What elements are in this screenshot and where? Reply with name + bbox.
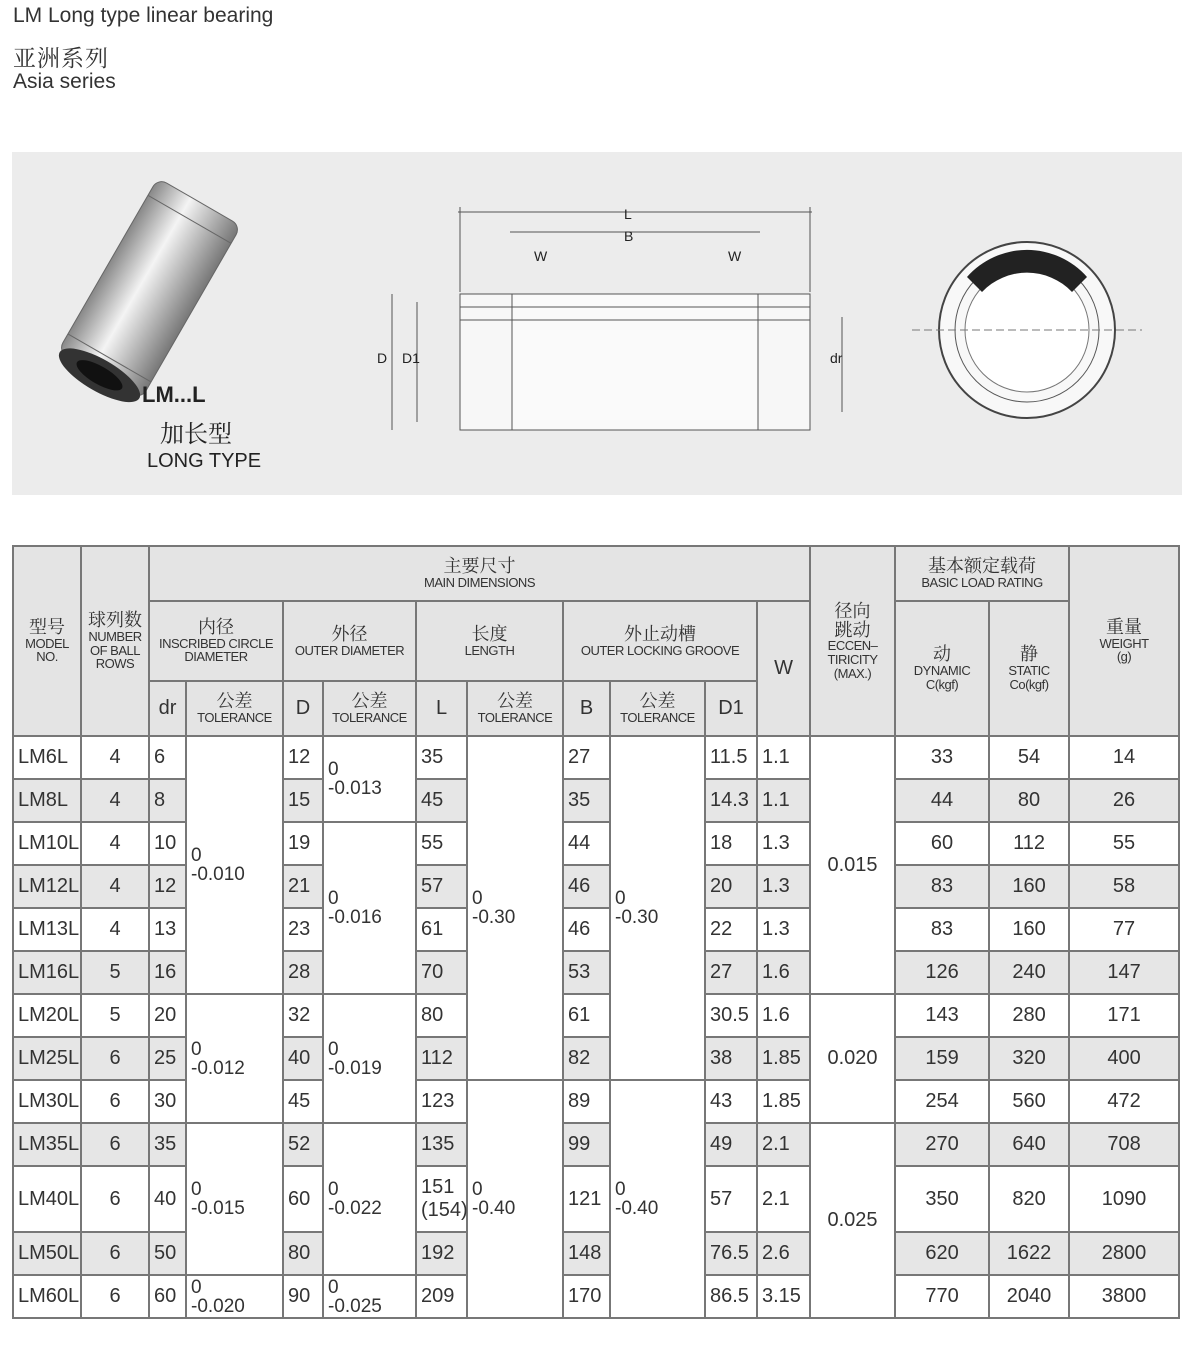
dim-B: B [624,228,634,244]
B-tolerance-lower: -0.30 [615,907,659,928]
table-row [13,994,1179,1037]
D-tolerance-upper: 0 [328,759,339,780]
L-tolerance-lower: -0.40 [472,1198,516,1219]
cell-dynamic: 270 [895,1123,989,1166]
col-weight: 重量 WEIGHT (g) [1069,546,1179,736]
col-static: 静 STATIC Co(kgf) [989,601,1069,736]
cell-D1: 38 [705,1037,757,1080]
cell-D: 12 [283,736,323,779]
col-load-rating: 基本额定载荷 BASIC LOAD RATING [895,546,1069,601]
cell-B: 46 [563,865,610,908]
cell-D1: 76.5 [705,1232,757,1275]
cell-L: 209 [416,1275,467,1318]
cell-weight: 55 [1069,822,1179,865]
cell-dynamic: 254 [895,1080,989,1123]
cell-L: 61 [416,908,467,951]
cell-D1: 11.5 [705,736,757,779]
cell-model: LM30L [13,1080,81,1123]
cell-dynamic: 126 [895,951,989,994]
cell-D1: 86.5 [705,1275,757,1318]
cell-static: 320 [989,1037,1069,1080]
dr-tolerance-lower: -0.020 [191,1295,245,1317]
cell-D: 15 [283,779,323,822]
cell-W: 1.3 [757,822,810,865]
col-w: W [757,601,810,736]
cell-dr: 25 [149,1037,186,1080]
cell-static: 54 [989,736,1069,779]
cell-model: LM40L [13,1166,81,1232]
col-model: 型号 MODEL NO. [13,546,81,736]
D-tolerance-lower: -0.016 [328,907,382,928]
cell-D: 52 [283,1123,323,1166]
D-tolerance-upper: 0 [328,1179,339,1200]
col-main-dimensions: 主要尺寸 MAIN DIMENSIONS [149,546,810,601]
page-title: LM Long type linear bearing [13,4,274,27]
cell-balls: 5 [81,994,149,1037]
eccentricity-value: 0.020 [810,994,895,1123]
cell-weight: 400 [1069,1037,1179,1080]
cell-dynamic: 83 [895,908,989,951]
cell-D1: 27 [705,951,757,994]
cell-dr: 8 [149,779,186,822]
dim-W-right: W [728,248,742,264]
col-L-tol: 公差 TOLERANCE [467,681,563,736]
D-tolerance [323,994,416,1123]
B-tolerance-upper: 0 [615,1179,626,1200]
cell-W: 1.3 [757,865,810,908]
cell-dynamic: 159 [895,1037,989,1080]
cell-model: LM13L [13,908,81,951]
D-tolerance [323,822,416,994]
cell-L: 45 [416,779,467,822]
D-tolerance [323,736,416,822]
type-cn-label: 加长型 [160,421,232,448]
cell-weight: 58 [1069,865,1179,908]
cell-dr: 35 [149,1123,186,1166]
L-tolerance-lower: -0.30 [472,907,516,928]
cell-weight: 26 [1069,779,1179,822]
bearing-photo [50,178,241,413]
L-tolerance [467,1080,563,1318]
cell-weight: 14 [1069,736,1179,779]
D-tolerance-lower: -0.019 [328,1057,382,1079]
col-outer: 外径 OUTER DIAMETER [283,601,416,681]
cell-weight: 472 [1069,1080,1179,1123]
cell-dynamic: 83 [895,865,989,908]
cell-B: 35 [563,779,610,822]
dr-tolerance-upper: 0 [191,1179,202,1200]
cell-static: 240 [989,951,1069,994]
type-en-label: LONG TYPE [147,450,262,472]
D-tolerance-lower: -0.022 [328,1198,382,1219]
cell-balls: 4 [81,736,149,779]
cell-D1: 18 [705,822,757,865]
cell-B: 121 [563,1166,610,1232]
D-tolerance-upper: 0 [328,1276,339,1298]
col-groove: 外止动槽 OUTER LOCKING GROOVE [563,601,757,681]
cell-weight: 77 [1069,908,1179,951]
cell-static: 1622 [989,1232,1069,1275]
cell-balls: 4 [81,779,149,822]
L-tolerance-upper: 0 [472,1179,483,1200]
cell-W: 1.6 [757,994,810,1037]
cell-D: 60 [283,1166,323,1232]
L-tolerance-upper: 0 [472,888,483,909]
cell-D: 28 [283,951,323,994]
col-eccentricity: 径向 跳动 ECCEN– TIRICITY (MAX.) [810,546,895,736]
cell-D1: 43 [705,1080,757,1123]
cell-static: 160 [989,908,1069,951]
dim-L: L [624,206,632,222]
dim-W-left: W [534,248,548,264]
cell-weight: 147 [1069,951,1179,994]
cell-D: 40 [283,1037,323,1080]
cell-dynamic: 33 [895,736,989,779]
cell-balls: 6 [81,1123,149,1166]
cell-static: 560 [989,1080,1069,1123]
cell-model: LM6L [13,736,81,779]
col-ball-rows: 球列数 NUMBER OF BALL ROWS [81,546,149,736]
col-D1: D1 [705,681,757,736]
table-row [13,736,1179,779]
col-D-tol: 公差 TOLERANCE [323,681,416,736]
cell-dr: 13 [149,908,186,951]
cell-static: 80 [989,779,1069,822]
cell-dr: 30 [149,1080,186,1123]
cell-balls: 6 [81,1080,149,1123]
dr-tolerance [186,736,283,994]
cell-dynamic: 44 [895,779,989,822]
cell-D1: 30.5 [705,994,757,1037]
cell-D: 45 [283,1080,323,1123]
cell-dr: 40 [149,1166,186,1232]
cell-dr: 20 [149,994,186,1037]
D-tolerance-upper: 0 [328,888,339,909]
cell-D: 19 [283,822,323,865]
dr-tolerance [186,1275,283,1318]
cell-model: LM12L [13,865,81,908]
cell-dynamic: 350 [895,1166,989,1232]
D-tolerance [323,1275,416,1318]
cell-model: LM16L [13,951,81,994]
cell-W: 2.6 [757,1232,810,1275]
cell-L: 57 [416,865,467,908]
D-tolerance-lower: -0.013 [328,778,382,799]
dim-D: D [377,350,388,366]
cell-B: 61 [563,994,610,1037]
B-tolerance [610,736,705,1080]
col-L: L [416,681,467,736]
col-B: B [563,681,610,736]
cell-dr: 16 [149,951,186,994]
end-view-drawing [912,242,1142,418]
cell-static: 112 [989,822,1069,865]
cell-dynamic: 143 [895,994,989,1037]
cell-B: 99 [563,1123,610,1166]
cell-W: 2.1 [757,1166,810,1232]
cell-W: 1.85 [757,1080,810,1123]
cell-dynamic: 60 [895,822,989,865]
cell-balls: 6 [81,1037,149,1080]
D-tolerance [323,1123,416,1275]
cell-balls: 4 [81,865,149,908]
cell-dr: 6 [149,736,186,779]
cell-dynamic: 770 [895,1275,989,1318]
cell-balls: 4 [81,822,149,865]
dr-tolerance-upper: 0 [191,1276,202,1298]
series-en: Asia series [13,70,116,93]
cell-balls: 5 [81,951,149,994]
B-tolerance-lower: -0.40 [615,1198,659,1219]
cell-balls: 6 [81,1275,149,1318]
cell-dynamic: 620 [895,1232,989,1275]
dr-tolerance [186,994,283,1123]
cell-balls: 4 [81,908,149,951]
col-dr: dr [149,681,186,736]
cell-model: LM10L [13,822,81,865]
col-dr-tol: 公差 TOLERANCE [186,681,283,736]
dr-tolerance-upper: 0 [191,845,202,866]
spec-table [12,545,1180,1319]
B-tolerance [610,1080,705,1318]
cell-weight: 1090 [1069,1166,1179,1232]
B-tolerance-upper: 0 [615,888,626,909]
cell-W: 1.1 [757,736,810,779]
cell-D1: 49 [705,1123,757,1166]
cell-static: 280 [989,994,1069,1037]
cell-L: 55 [416,822,467,865]
cell-dr: 10 [149,822,186,865]
cell-balls: 6 [81,1232,149,1275]
cell-L: 151 (154) [416,1166,467,1232]
dr-tolerance-lower: -0.012 [191,1057,245,1079]
cell-W: 2.1 [757,1123,810,1166]
cell-W: 1.1 [757,779,810,822]
cell-model: LM50L [13,1232,81,1275]
cell-W: 1.6 [757,951,810,994]
cell-L: 192 [416,1232,467,1275]
dr-tolerance-lower: -0.010 [191,864,245,885]
cell-balls: 6 [81,1166,149,1232]
cell-weight: 2800 [1069,1232,1179,1275]
cell-static: 2040 [989,1275,1069,1318]
cell-D1: 14.3 [705,779,757,822]
dr-tolerance-upper: 0 [191,1038,202,1060]
cell-D: 90 [283,1275,323,1318]
cell-static: 820 [989,1166,1069,1232]
cell-D: 80 [283,1232,323,1275]
cell-B: 27 [563,736,610,779]
cell-L: 70 [416,951,467,994]
cell-dr: 12 [149,865,186,908]
model-label: LM...L [142,382,206,407]
col-B-tol: 公差 TOLERANCE [610,681,705,736]
cell-B: 82 [563,1037,610,1080]
series-cn: 亚洲系列 [13,45,109,71]
cell-B: 170 [563,1275,610,1318]
cell-L: 135 [416,1123,467,1166]
cell-B: 46 [563,908,610,951]
cell-D: 21 [283,865,323,908]
cell-D1: 22 [705,908,757,951]
cell-B: 89 [563,1080,610,1123]
figure-panel [12,152,1182,495]
cell-L: 80 [416,994,467,1037]
cell-model: LM60L [13,1275,81,1318]
cell-model: LM20L [13,994,81,1037]
cell-model: LM8L [13,779,81,822]
cell-weight: 171 [1069,994,1179,1037]
cell-dr: 50 [149,1232,186,1275]
cell-B: 53 [563,951,610,994]
D-tolerance-lower: -0.025 [328,1295,382,1317]
cell-model: LM35L [13,1123,81,1166]
col-dynamic: 动 DYNAMIC C(kgf) [895,601,989,736]
side-drawing [392,207,842,430]
cell-model: LM25L [13,1037,81,1080]
D-tolerance-upper: 0 [328,1038,339,1060]
dim-dr: dr [830,350,843,366]
cell-D1: 20 [705,865,757,908]
eccentricity-value: 0.025 [810,1123,895,1318]
eccentricity-value: 0.015 [810,736,895,994]
spec-table-body [13,736,1179,1318]
cell-D1: 57 [705,1166,757,1232]
cell-weight: 708 [1069,1123,1179,1166]
cell-D: 23 [283,908,323,951]
dim-D1: D1 [402,350,420,366]
table-row [13,1123,1179,1166]
cell-L: 112 [416,1037,467,1080]
cell-dr: 60 [149,1275,186,1318]
cell-L: 35 [416,736,467,779]
table-row [13,1275,1179,1318]
dr-tolerance-lower: -0.015 [191,1198,245,1219]
cell-B: 44 [563,822,610,865]
cell-static: 160 [989,865,1069,908]
col-D: D [283,681,323,736]
L-tolerance [467,736,563,1080]
cell-W: 1.3 [757,908,810,951]
cell-W: 3.15 [757,1275,810,1318]
cell-weight: 3800 [1069,1275,1179,1318]
cell-B: 148 [563,1232,610,1275]
col-length: 长度 LENGTH [416,601,563,681]
cell-static: 640 [989,1123,1069,1166]
col-inscribed: 内径 INSCRIBED CIRCLE DIAMETER [149,601,283,681]
cell-D: 32 [283,994,323,1037]
cell-W: 1.85 [757,1037,810,1080]
cell-L: 123 [416,1080,467,1123]
dr-tolerance [186,1123,283,1275]
